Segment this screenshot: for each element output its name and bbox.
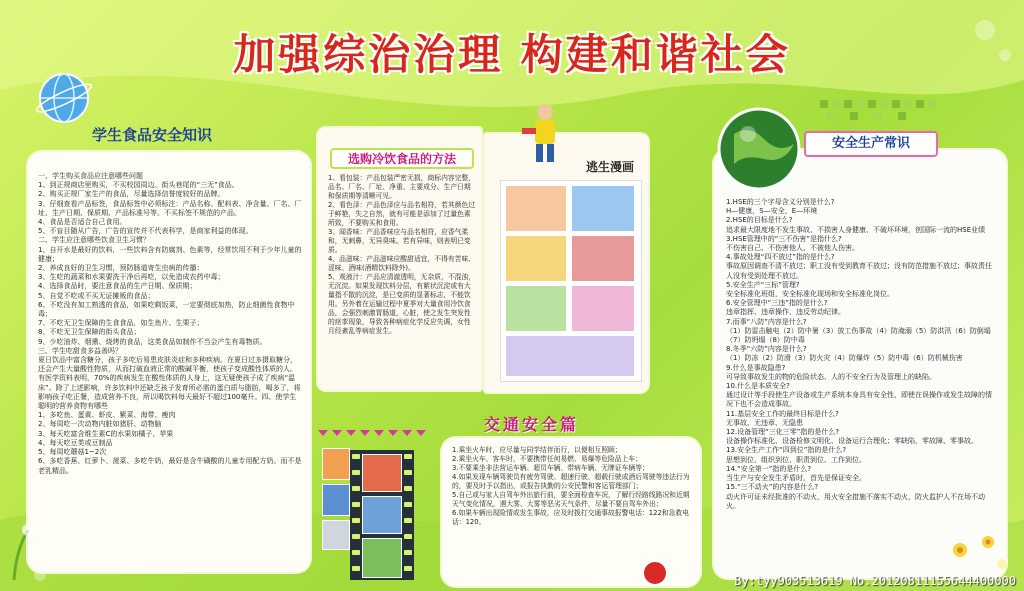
flower-decoration <box>940 520 1020 580</box>
food-safety-text: 一、学生购买食品应注意哪些问题 1、到正规商店里购买，不买校园周边、街头巷尾的“三无”食品。 2、购买正规厂家生产的食品，尽量选择信誉度较好的品牌。 3、仔细查看产品标签，食品标签中必须标注：产品名称、配料表、净含量、厂名、厂址、生产日期、保质期、产品标准号等。不买标签不规范的产品。 4、食品是否适合自己食用。 5、不盲目随从广告，广告的宣传并不代表科学，是商家利益的体现。 二、学生应注意哪些饮食卫生习惯？ 1、自开水是最好的饮料，一些饮料含有防腐剂、色素等，经常饮用不利于少年儿童的健康； 2、养成良好的卫生习惯，预防肠道寄生虫病的传播； 3、生吃的蔬菜和水果要洗干净后再吃，以免造成农药中毒； 4、选择食品时，要注意食品的生产日期、保质期； 5、自觉不吃或不买无证摊贩的食品； 6、不吃没有加工熟透的食品，如果吃剩饭菜，一定要彻底加热，防止细菌性食物中毒； 7、不吃无卫生保障的生食食品，如生鱼片、生栗子； 8、不吃无卫生保障的街头食品； 9、少吃油炸、烟熏、烧烤的食品，这类食品如制作不当会产生有毒物质。 三、学生吃甜食多益善吗？ 夏日饮品中富含糖分，孩子多吃后易患皮肤炎症和多种疾病。在夏日过多摄取糖分，还会产生大量酸性物质，从而打破血液正常的酸碱平衡，使孩子变成酸性体质的人。有医学资料表明，70%的疾病发生在酸性体质的人身上，这无疑使孩子成了疾病“温床”。除了上述影响，许多饮料中还缺乏孩子发育所必需的蛋白质与脂肪，喝多了，将影响孩子吃正餐，造成营养不良，所以喝饮料每天最好不超过100毫升。四、使学生聪明的营养食物有哪些 1、多吃鱼、蛋黄、虾皮、紫菜、海带、瘦肉 2、每周吃一次动物内脏如猪肝、动物脑 3、每天吃富含维生素C的水果如橘子、苹果 4、每天吃豆类或豆制品 5、每周吃蘑菇1~2次 6、多吃香蕉、红萝卜、菠菜、多吃牛奶，最好是含牛磺酸的儿童专用配方奶。而不是老乳精品。 <box>38 172 302 475</box>
traffic-safety-heading: 交通安全篇 <box>484 415 580 434</box>
film-strip <box>350 450 414 580</box>
book <box>318 128 648 398</box>
food-safety-panel <box>28 152 310 572</box>
book-title: 选购冷饮食品的方法 <box>330 148 474 169</box>
production-safety-heading: 安全生产常识 <box>804 131 938 157</box>
food-safety-heading: 学生食品安全知识 <box>92 126 213 144</box>
flower-decoration-left <box>4 520 44 580</box>
page-title: 加强综治治理 构建和谐社会 <box>233 30 791 79</box>
stop-button-icon <box>640 558 670 588</box>
manga-illustration <box>500 180 642 382</box>
manga-title: 逃生漫画 <box>586 160 635 174</box>
decor-squares <box>820 96 970 126</box>
watermark-credit: By:tyy903513619 No.20120811155644400000 <box>734 574 1016 588</box>
cold-drink-text: 1、看包装：产品包装严密无损，商标内容完整，品名、厂名、厂址、净重、主要成分、生产日期和保质期等清晰可见。 2、看色泽：产品色泽应与品名相符，若其颜色过于鲜艳，失之自然，就有可能是添加了过量色素所致，不要购买和食用。 3、闻香味：产品香味应与品名相符，应香气柔和，无刺鼻，无异臭味。若有异味，则表明已变质。 4、品滋味：产品滋味应酸甜适宜，不得有苦味、涩味、酒味(酒精饮料除外)。 5、观液汁：产品应清澈透明，无杂质，不混浊，无沉淀。如果发现饮料分层，有絮状沉淀或有大量指不散的沉淀，是已变质的显著标志，不能饮用。另外着在运输过程中夏季对大量食用冷饮食品，会强烈刺激胃肠道，心脏，使之发生突发性的痉挛现象，导致各种病症化学反应失调，女性月经紊乱等病症发生。 <box>328 174 476 335</box>
production-safety-panel <box>714 150 1006 578</box>
earth-icon <box>714 104 804 194</box>
traffic-safety-text: 1.乘坐火车时，应尽量与同学结伴而行，以便相互照顾； 2.乘坐火车、客车时，不要携带任何易燃、易爆等危险品上车； 3.不要乘坐非法营运车辆、超员车辆、带病车辆、无牌证车辆等； 4.如果发现车辆驾驶员有疲劳驾驶、超速行驶、超载行驶或酒后驾驶等违法行为的，要及时予以指出，或报告执勤的公安民警和客运管理部门； 5.自己或与家人自驾车外出旅行前，要全面检查车况，了解行经路线路况和近期天气变化情况，遇大雾、大雾等恶劣天气条件，尽量不要自驾车外出； 6.如果车辆出现险情或发生事故，应及时拨打交通事故报警电话：122和急救电话：120。 <box>452 446 690 526</box>
globe-icon <box>34 68 94 128</box>
production-safety-text: 1.HSE的三个字母含义分别是什么? H—健康，S—安全，E—环境 2.HSE的目标是什么? 追求最大限度地不发生事故、不损害人身健康、不破坏环境，创国际一流的HSE业绩 3.HSE管理中的“三不伤害”是指什么? 不伤害自己、不伤害他人、不被他人伤害。 4.事故处理“四不放过”指的是什么? 事故原因调查不清不放过；职工没有受到教育不放过；没有防范措施不放过；事故责任人没有受到处理不放过。 5.安全生产“三标”管理? 安全标准化班组，安全标准化现场和安全标准化岗位。 6.安全管理中“三违”指的是什么? 违章指挥、违章操作、违反劳动纪律。 7.而事“八防”内容是什么? （1）防雷击触电（2）防中暑（3）放工伤事故（4）防淹溺（5）防洪汛（6）防倒塌（7）防坍塌（8）防中毒 8.冬季“六防”内容是什么? （1）防冻（2）防滑（3）防火灾（4）防爆炸（5）防中毒（6）防机械伤害 9.什么是事故隐患? 可导致事故发生的物的危险状态、人的不安全行为及管理上的缺陷。 10.什么是本质安全? 通过设计等手段使生产设备或生产系统本身具有安全性，即使在误操作或发生故障的情况下也不会造成事故。 11.基层安全工作的最终目标是什么? 无事故、无违章、无隐患 12.设备管理“三化三零”指的是什么? 设备操作标准化、设备检修文明化、设备运行合理化；零缺陷、零故障、零事故。 13.安全生产工作“四到位”指的是什么? 思想到位、组织到位、职责到位、工作到位。 14.“安全第一”指的是什么? 当生产与安全发生矛盾时，首先是保证安全。 15.“三不动火”的内容是什么? 动火许可证未经批准的不动火，用火安全措施不落实不动火，防火监护人不在场不动火。 <box>726 198 992 510</box>
firefighter-icon <box>520 102 570 164</box>
traffic-photos <box>322 448 350 580</box>
